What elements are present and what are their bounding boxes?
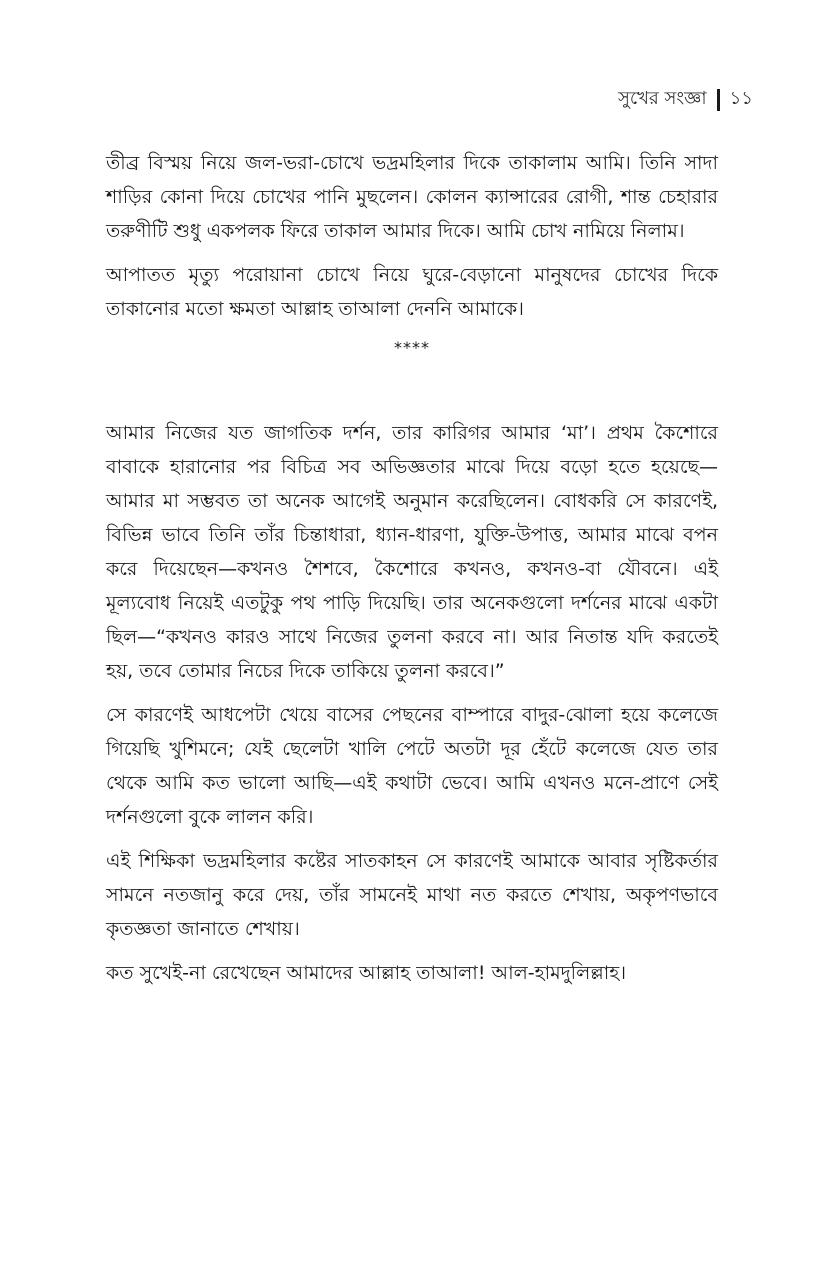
section-separator: ****	[394, 338, 430, 357]
section-gap	[106, 360, 718, 416]
page-number: ১১	[729, 88, 753, 109]
paragraph: আপাতত মৃত্যু পরোয়ানা চোখে নিয়ে ঘুরে-বেড়ানো মানুষদের চোখের দিকে তাকানোর মতো ক্ষমতা আল্লাহ তাআলা দেননি আমাকে।	[106, 264, 718, 320]
paragraph: সে কারণেই আধপেটা খেয়ে বাসের পেছনের বাম্পারে বাদুর-ঝোলা হয়ে কলেজে গিয়েছি খুশিমনে; যেই ছেলেটা খালি পেটে অতটা দূর হেঁটে কলেজে যেত তার থেকে আমি কত ভালো আছি—এই কথাটা ভেবে। আমি এখনও মনে-প্রাণে সেই দর্শনগুলো বুকে লালন করি।	[106, 704, 718, 828]
header-divider	[717, 89, 720, 111]
chapter-title: সুখের সংজ্ঞা	[617, 88, 707, 109]
paragraph: তীব্র বিস্ময় নিয়ে জল-ভরা-চোখে ভদ্রমহিলার দিকে তাকালাম আমি। তিনি সাদা শাড়ির কোনা দিয়ে চোখের পানি মুছলেন। কোলন ক্যান্সারের রোগী, শান্ত চেহারার তরুণীটি শুধু একপলক ফিরে তাকাল আমার দিকে। আমি চোখ নামিয়ে নিলাম।	[106, 152, 718, 242]
paragraph: কত সুখেই-না রেখেছেন আমাদের আল্লাহ তাআলা! আল-হামদুলিল্লাহ।	[106, 962, 627, 984]
page-body	[106, 146, 718, 1000]
paragraph: এই শিক্ষিকা ভদ্রমহিলার কষ্টের সাতকাহন সে কারণেই আমাকে আবার সৃষ্টিকর্তার সামনে নতজানু করে দেয়, তাঁর সামনেই মাথা নত করতে শেখায়, অকৃপণভাবে কৃতজ্ঞতা জানাতে শেখায়।	[106, 850, 718, 940]
running-header	[618, 84, 753, 115]
paragraph: আমার নিজের যত জাগতিক দর্শন, তার কারিগর আমার ‘মা’। প্রথম কৈশোরে বাবাকে হারানোর পর বিচিত্র সব অভিজ্ঞতার মাঝে দিয়ে বড়ো হতে হয়েছে—আমার মা সম্ভবত তা অনেক আগেই অনুমান করেছিলেন। বোধকরি সে কারণেই, বিভিন্ন ভাবে তিনি তাঁর চিন্তাধারা, ধ্যান-ধারণা, যুক্তি-উপাত্ত, আমার মাঝে বপন করে দিয়েছেন—কখনও শৈশবে, কৈশোরে কখনও, কখনও-বা যৌবনে। এই মূল্যবোধ নিয়েই এতটুকু পথ পাড়ি দিয়েছি। তার অনেকগুলো দর্শনের মাঝে একটা ছিল—“কখনও কারও সাথে নিজের তুলনা করবে না। আর নিতান্ত যদি করতেই হয়, তবে তোমার নিচের দিকে তাকিয়ে তুলনা করবে।”	[106, 422, 718, 682]
